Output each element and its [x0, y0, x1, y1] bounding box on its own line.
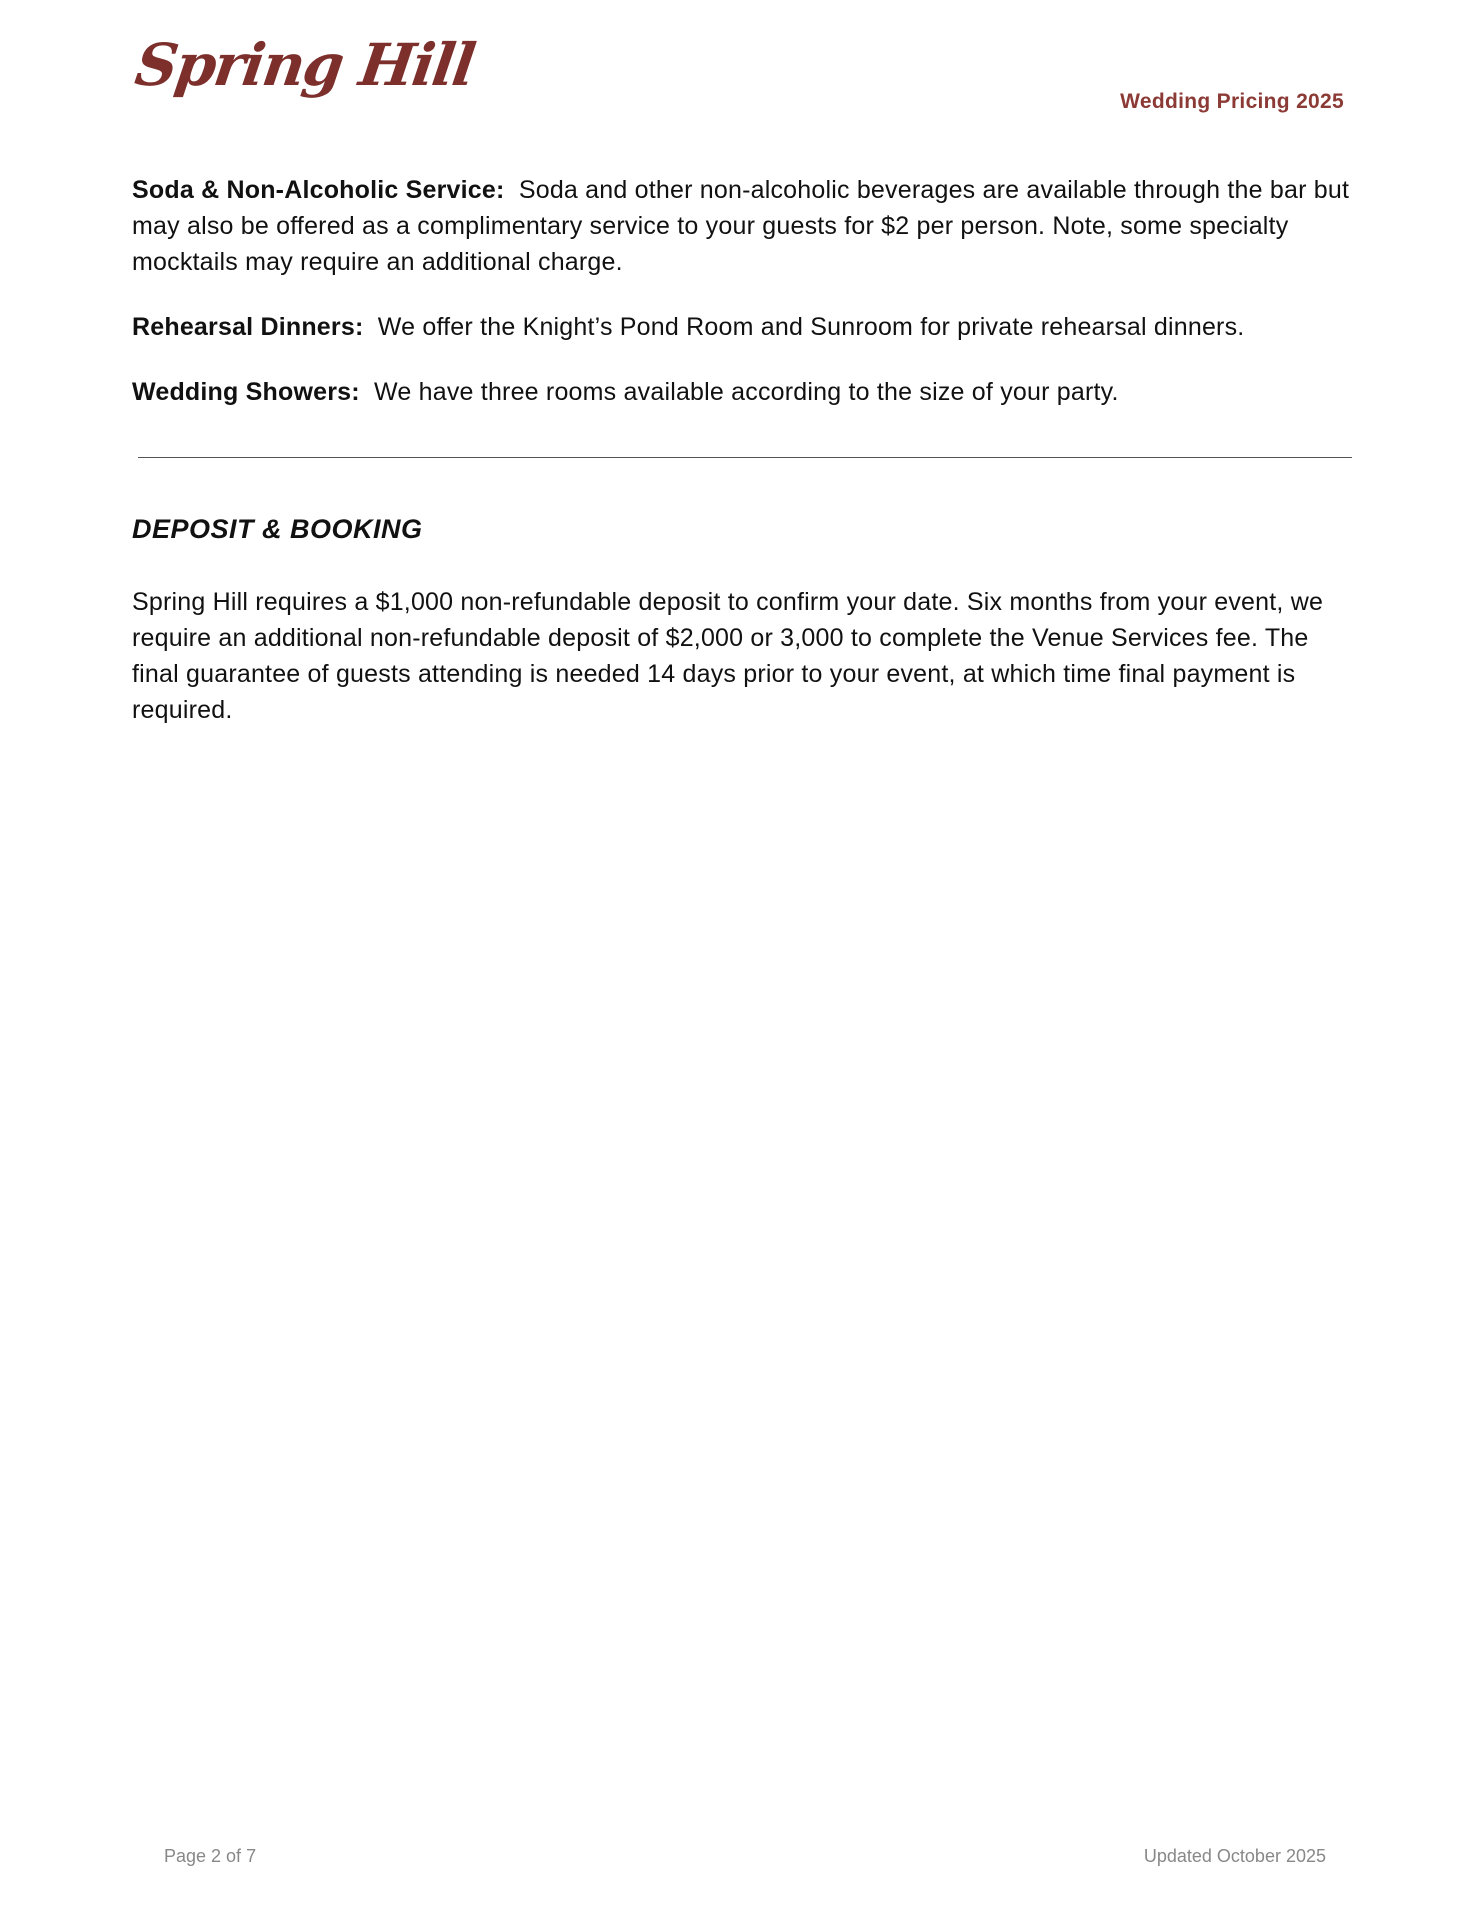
- soda-service-text: Soda and other non-alcoholic beverages are available through the bar but may also be offered as a complimentary service to your guests for $2 per person. Note, some specialty mocktails may require an additional charge.: [132, 176, 1350, 276]
- deposit-booking-body: Spring Hill requires a $1,000 non-refundable deposit to confirm your date. Six months from your event, we require an additional non-refundable deposit of $2,000 or 3,000 to complete the Venue Services fee. The final guarantee of guests attending is needed 14 days prior to your event, at which time final payment is required.: [132, 588, 1324, 724]
- services-section: [132, 172, 1352, 439]
- deposit-booking-heading: DEPOSIT & BOOKING: [132, 514, 423, 544]
- wedding-showers-label: Wedding Showers:: [132, 378, 360, 406]
- wedding-showers-text: We have three rooms available according to the size of your party.: [374, 378, 1119, 406]
- rehearsal-dinners-text: We offer the Knight’s Pond Room and Sunroom for private rehearsal dinners.: [377, 313, 1245, 341]
- document-title: Wedding Pricing 2025: [1120, 90, 1344, 113]
- spring-hill-logo: Spring Hill: [131, 31, 478, 99]
- soda-service-paragraph: [132, 172, 1352, 280]
- page-number: Page 2 of 7: [164, 1846, 257, 1866]
- section-divider: [138, 457, 1352, 458]
- rehearsal-dinners-paragraph: [132, 309, 1352, 345]
- wedding-showers-paragraph: [132, 374, 1352, 410]
- updated-date: Updated October 2025: [1143, 1846, 1326, 1866]
- rehearsal-dinners-label: Rehearsal Dinners:: [132, 313, 364, 341]
- soda-service-label: Soda & Non-Alcoholic Service:: [132, 176, 505, 204]
